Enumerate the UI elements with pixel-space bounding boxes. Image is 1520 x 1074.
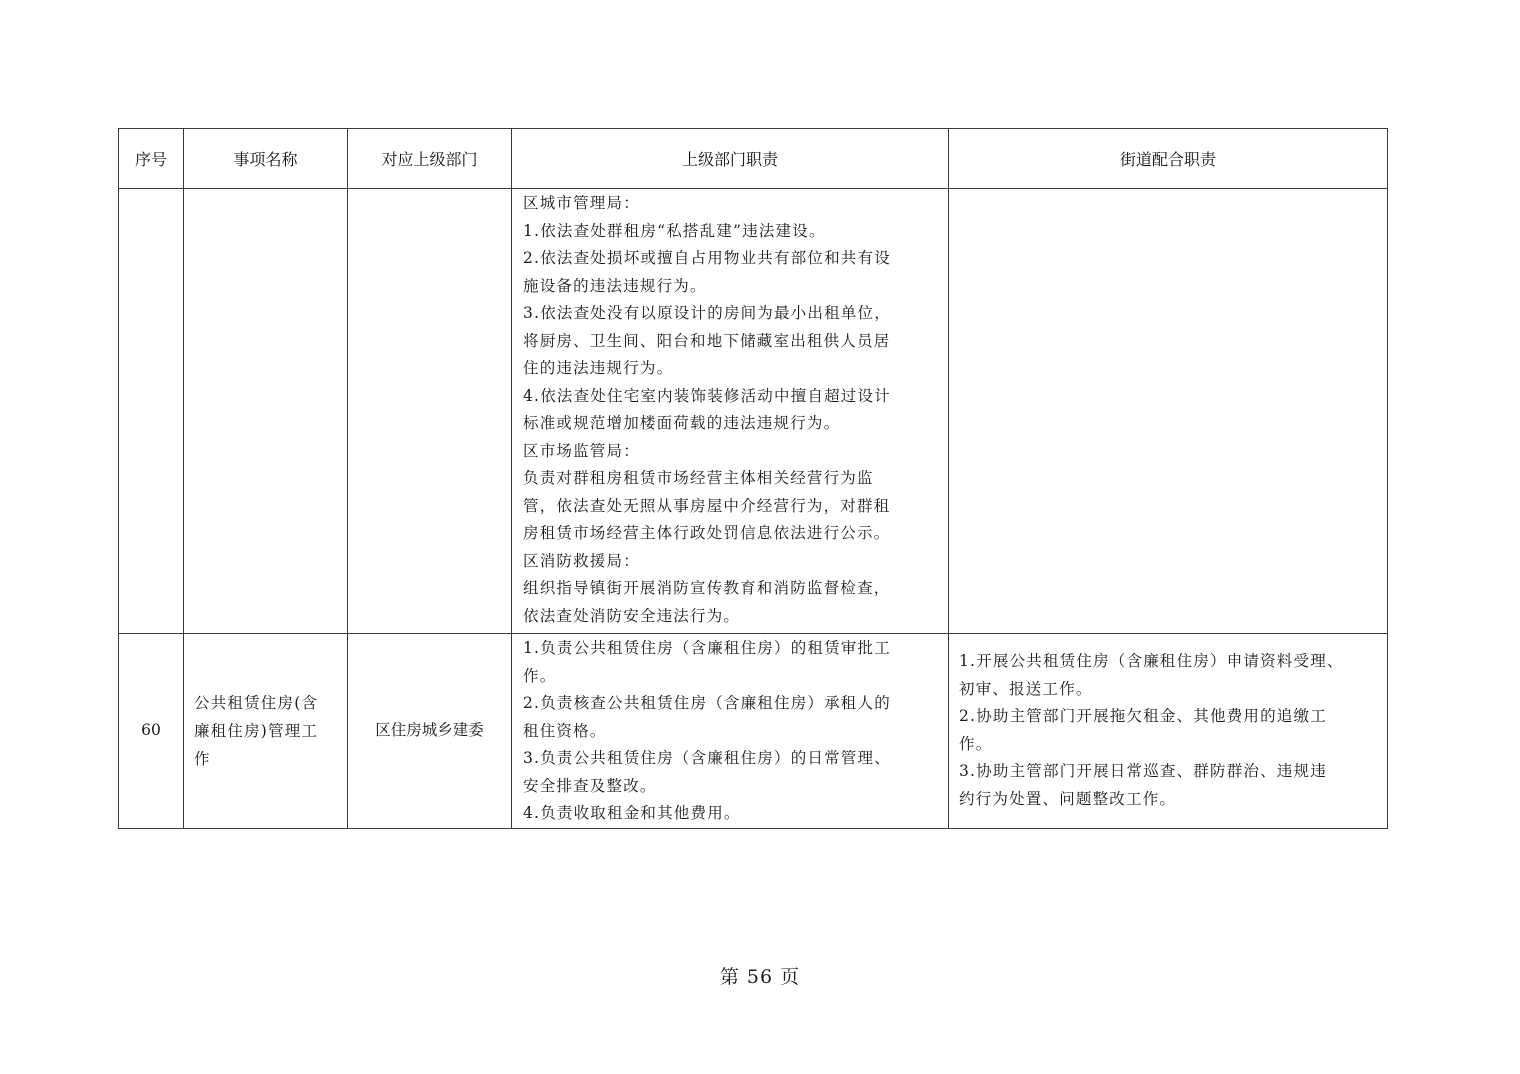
text-line: 管，依法查处无照从事房屋中介经营行为，对群租 [523, 496, 891, 515]
superior-duties-text [512, 189, 948, 630]
text-line: 标准或规范增加楼面荷载的违法违规行为。 [523, 414, 841, 432]
row-item-name-cell [184, 189, 348, 634]
text-line: 房租赁市场经营主体行政处罚信息依法进行公示。 [523, 524, 891, 542]
text-line: 作 [194, 749, 211, 768]
text-line: 作。 [959, 734, 993, 753]
text-line: 组织指导镇街开展消防宣传教育和消防监督检查， [523, 579, 891, 597]
row-department-cell [348, 189, 512, 634]
text-line: 约行为处置、问题整改工作。 [959, 789, 1177, 808]
header-superior-duties: 上级部门职责 [512, 129, 949, 189]
text-line: 1.负责公共租赁住房（含廉租住房）的租赁审批工 [523, 639, 891, 657]
text-line: 区城市管理局： [523, 194, 640, 212]
text-line: 住的违法违规行为。 [523, 359, 674, 377]
text-line: 1.依法查处群租房“私搭乱建”违法建设。 [523, 221, 826, 240]
text-line: 作。 [523, 666, 557, 685]
text-line: 2.负责核查公共租赁住房（含廉租住房）承租人的 [523, 694, 891, 712]
text-line: 2.协助主管部门开展拖欠租金、其他费用的追缴工 [959, 707, 1327, 725]
street-duties-text [949, 634, 1387, 813]
text-line: 区市场监管局： [523, 441, 640, 460]
page-number: 第 56 页 [719, 966, 801, 988]
text-line: 2.依法查处损坏或擅自占用物业共有部位和共有设 [523, 249, 891, 267]
row-street-duties-cell [949, 634, 1388, 829]
text-line: 1.开展公共租赁住房（含廉租住房）申请资料受理、 [959, 652, 1344, 670]
header-street-duties: 街道配合职责 [949, 129, 1388, 189]
text-line: 负责对群租房租赁市场经营主体相关经营行为监 [523, 469, 874, 487]
row-superior-duties-cell [512, 634, 949, 829]
row-department-cell: 区住房城乡建委 [348, 634, 512, 829]
text-line: 4.负责收取租金和其他费用。 [523, 804, 741, 822]
superior-duties-text [512, 634, 948, 828]
table-header-row [119, 129, 1388, 189]
text-line: 初审、报送工作。 [959, 679, 1093, 698]
row-street-duties-cell [949, 189, 1388, 634]
row-item-name-cell [184, 634, 348, 829]
text-line: 廉租住房)管理工 [194, 721, 319, 740]
header-item-name: 事项名称 [184, 129, 348, 189]
header-index: 序号 [119, 129, 184, 189]
text-line: 3.依法查处没有以原设计的房间为最小出租单位， [523, 304, 891, 322]
table-row [119, 634, 1388, 829]
table-row [119, 189, 1388, 634]
street-duties-text [949, 189, 1387, 203]
text-line: 依法查处消防安全违法行为。 [523, 606, 741, 625]
text-line: 3.负责公共租赁住房（含廉租住房）的日常管理、 [523, 749, 891, 767]
item-name-text [194, 689, 337, 773]
duties-table [118, 128, 1388, 829]
text-line: 租住资格。 [523, 721, 607, 740]
row-superior-duties-cell [512, 189, 949, 634]
text-line: 3.协助主管部门开展日常巡查、群防群治、违规违 [959, 762, 1327, 780]
text-line: 施设备的违法违规行为。 [523, 276, 707, 295]
row-index-cell: 60 [119, 634, 184, 829]
text-line: 安全排查及整改。 [523, 776, 657, 795]
row-index-cell [119, 189, 184, 634]
text-line: 将厨房、卫生间、阳台和地下储藏室出租供人员居 [523, 331, 891, 350]
text-line: 4.依法查处住宅室内装饰装修活动中擅自超过设计 [523, 386, 891, 405]
header-department: 对应上级部门 [348, 129, 512, 189]
text-line: 公共租赁住房(含 [194, 693, 319, 712]
text-line: 区消防救援局： [523, 551, 640, 570]
